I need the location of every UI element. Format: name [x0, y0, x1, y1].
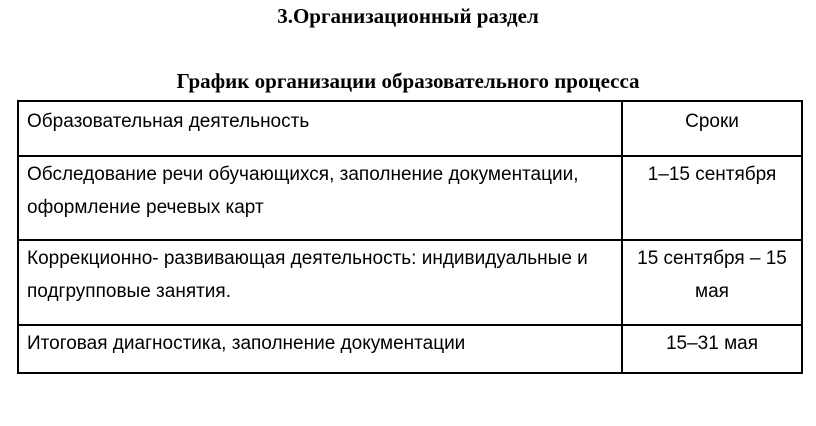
term-cell: 15 сентября – 15 мая: [622, 240, 802, 325]
activity-cell: Коррекционно- развивающая деятельность: индивидуальные и подгрупповые занятия.: [18, 240, 622, 325]
activity-cell: Итоговая диагностика, заполнение документации: [18, 325, 622, 373]
header-activity: Образовательная деятельность: [18, 101, 622, 156]
header-term: Сроки: [622, 101, 802, 156]
section-heading: 3.Организационный раздел: [277, 4, 539, 28]
table-row: [18, 240, 802, 325]
table-row: [18, 156, 802, 240]
table-title: График организации образовательного процесса: [176, 69, 640, 93]
activity-cell: Обследование речи обучающихся, заполнение документации, оформление речевых карт: [18, 156, 622, 240]
term-cell: 1–15 сентября: [622, 156, 802, 240]
table-row: [18, 325, 802, 373]
term-cell: 15–31 мая: [622, 325, 802, 373]
schedule-table: [17, 100, 803, 374]
table-header-row: [18, 101, 802, 156]
